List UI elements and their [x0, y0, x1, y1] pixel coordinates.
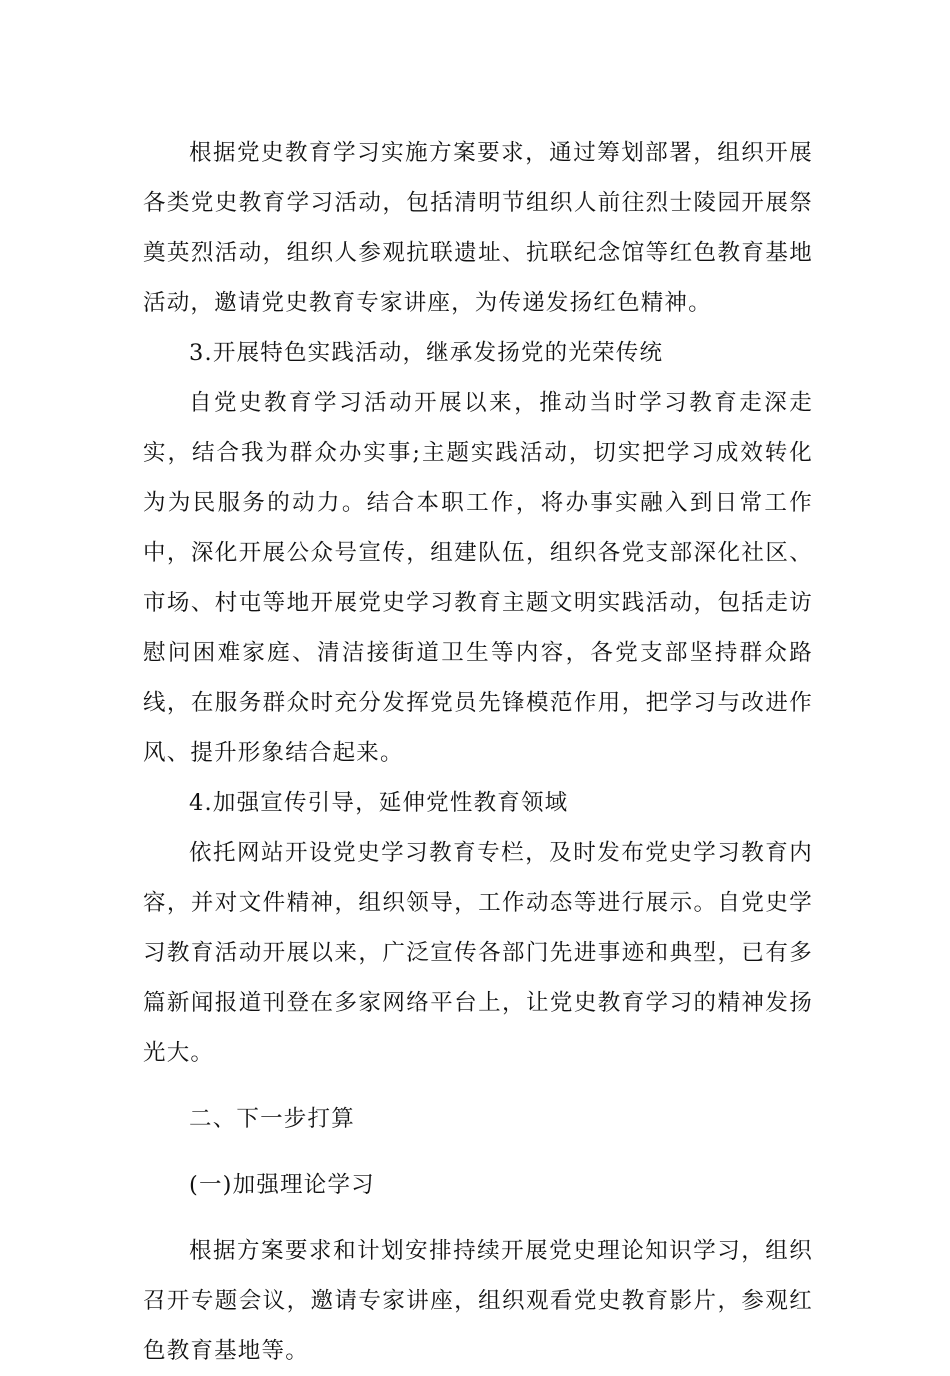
heading-practice-activities: 3.开展特色实践活动，继承发扬党的光荣传统	[189, 340, 664, 366]
section-spacer	[143, 1078, 813, 1094]
heading-next-steps: 二、下一步打算	[189, 1106, 355, 1132]
section-spacer	[143, 1210, 813, 1226]
paragraph-practice-activities: 自党史教育学习活动开展以来，推动当时学习教育走深走实，结合我为群众办实事;主题实践活动，切实把学习成效转化为为民服务的动力。结合本职工作，将办事实融入到日常工作中，深化开展公众号宣传，组建队伍，组织各党支部深化社区、市场、村屯等地开展党史学习教育主题文明实践活动，包括走访慰问困难家庭、清洁接街道卫生等内容，各党支部坚持群众路线，在服务群众时充分发挥党员先锋模范作用，把学习与改进作风、提升形象结合起来。	[143, 390, 813, 766]
paragraph-theory-study: 根据方案要求和计划安排持续开展党史理论知识学习，组织召开专题会议，邀请专家讲座，组织观看党史教育影片，参观红色教育基地等。	[143, 1238, 813, 1364]
heading-theory-study: (一)加强理论学习	[189, 1172, 375, 1198]
document-body	[143, 128, 813, 1376]
heading-publicity-guidance: 4.加强宣传引导，延伸党性教育领域	[189, 790, 569, 816]
paragraph-publicity-guidance: 依托网站开设党史学习教育专栏，及时发布党史学习教育内容，并对文件精神，组织领导，工作动态等进行展示。自党史学习教育活动开展以来，广泛宣传各部门先进事迹和典型，已有多篇新闻报道刊登在多家网络平台上，让党史教育学习的精神发扬光大。	[143, 840, 813, 1066]
paragraph-red-education-activities: 根据党史教育学习实施方案要求，通过筹划部署，组织开展各类党史教育学习活动，包括清明节组织人前往烈士陵园开展祭奠英烈活动，组织人参观抗联遗址、抗联纪念馆等红色教育基地活动，邀请党史教育专家讲座，为传递发扬红色精神。	[143, 140, 813, 316]
section-spacer	[143, 1144, 813, 1160]
